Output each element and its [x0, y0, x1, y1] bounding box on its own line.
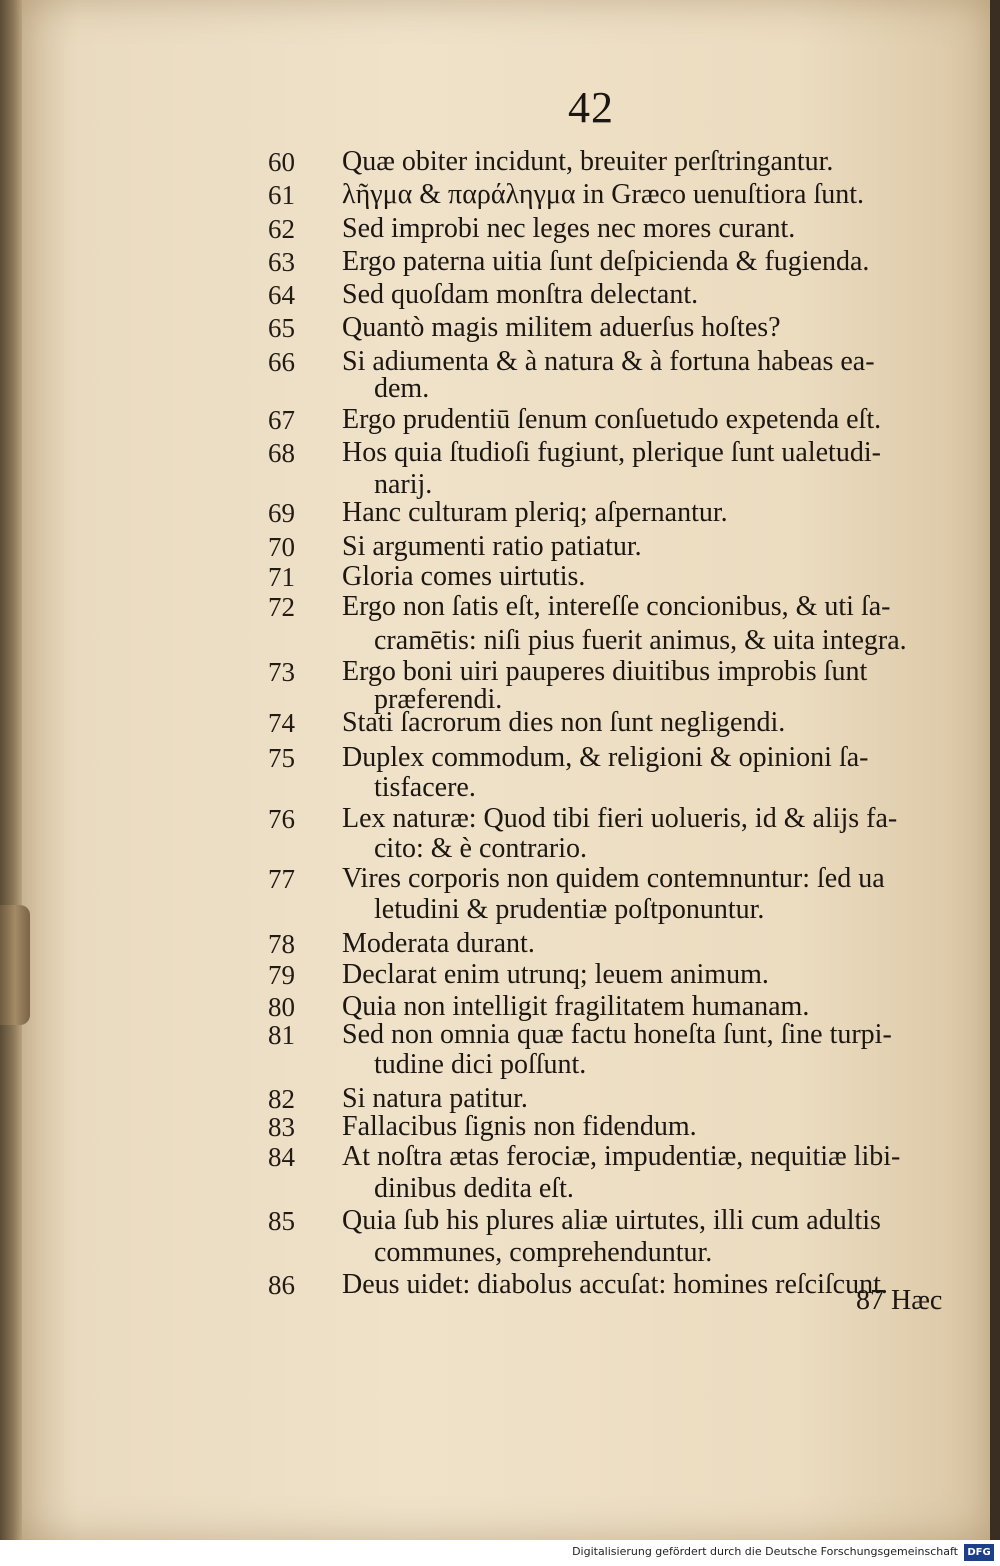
entry-continuation-line	[0, 893, 1000, 927]
entry-text: Quantò magis militem aduerſus hoſtes?	[342, 312, 781, 343]
entry-number: 81	[268, 1020, 295, 1050]
entry-text: Hanc culturam pleriq; aſpernantur.	[342, 497, 728, 528]
entry-text: Fallacibus ſignis non fidendum.	[342, 1111, 697, 1142]
entry-line	[0, 311, 1000, 345]
entry-text: λῆγμα & παράληγμα in Græco uenuſtiora ſunt.	[342, 179, 865, 210]
page-number: 42	[568, 83, 614, 132]
entry-number: 79	[268, 960, 295, 990]
entry-text: narij.	[374, 469, 433, 500]
entry-text: Deus uidet: diabolus accuſat: homines reſciſcunt.	[342, 1269, 888, 1300]
entry-text: Si adiumenta & à natura & à fortuna habeas ea-	[342, 346, 875, 377]
entry-text: Moderata durant.	[342, 928, 535, 959]
entry-number: 83	[268, 1112, 295, 1142]
entry-text: Vires corporis non quidem contemnuntur: ſed ua	[342, 863, 885, 894]
entry-line	[0, 436, 1000, 470]
entry-text: letudini & prudentiæ poſtponuntur.	[374, 894, 765, 925]
entry-number: 76	[268, 804, 295, 834]
entry-line	[0, 927, 1000, 961]
entry-line	[0, 178, 1000, 212]
entry-text: Sed quoſdam monſtra delectant.	[342, 279, 699, 310]
entry-continuation-line	[0, 1236, 1000, 1270]
entry-number: 84	[268, 1142, 295, 1172]
entry-continuation-line	[0, 832, 1000, 866]
entry-number: 63	[268, 247, 295, 277]
entry-text: dinibus dedita eſt.	[374, 1173, 574, 1204]
entry-text: Ergo paterna uitia ſunt deſpicienda & fugienda.	[342, 246, 870, 277]
entry-number: 60	[268, 147, 295, 177]
entry-text: Si argumenti ratio patiatur.	[342, 531, 642, 562]
entry-line	[0, 245, 1000, 279]
entry-line	[0, 560, 1000, 594]
entry-line	[0, 706, 1000, 740]
entry-line	[0, 403, 1000, 437]
entry-number: 73	[268, 657, 295, 687]
entry-number: 65	[268, 313, 295, 343]
entry-text: Quia non intelligit fragilitatem humanam.	[342, 991, 810, 1022]
entry-line	[0, 496, 1000, 530]
entry-number: 82	[268, 1084, 295, 1114]
entry-text: Stati ſacrorum dies non ſunt negligendi.	[342, 707, 786, 738]
dfg-logo-icon: DFG	[964, 1544, 994, 1561]
entry-number: 86	[268, 1270, 295, 1300]
entry-text: Ergo boni uiri pauperes diuitibus improbis ſunt	[342, 656, 868, 687]
entry-number: 78	[268, 929, 295, 959]
entry-number: 67	[268, 405, 295, 435]
entry-continuation-line	[0, 372, 1000, 406]
entry-number: 66	[268, 347, 295, 377]
entry-text: Quia ſub his plures aliæ uirtutes, illi cum adultis	[342, 1205, 881, 1236]
entry-text: tisfacere.	[374, 772, 476, 803]
entry-text: cramētis: niſi pius fuerit animus, & uita integra.	[374, 625, 907, 656]
entry-line	[0, 1110, 1000, 1144]
entry-number: 75	[268, 743, 295, 773]
entry-number: 80	[268, 992, 295, 1022]
entry-number: 74	[268, 708, 295, 738]
entry-text: Hos quia ſtudioſi fugiunt, plerique ſunt ualetudi-	[342, 437, 881, 468]
entry-continuation-line	[0, 624, 1000, 658]
entry-text: Lex naturæ: Quod tibi fieri uolueris, id & alijs fa-	[342, 803, 898, 834]
footer-bar	[0, 1540, 1000, 1566]
entry-number: 71	[268, 562, 295, 592]
entry-line	[0, 212, 1000, 246]
entry-text: dem.	[374, 373, 430, 404]
entry-text: Declarat enim utrunq; leuem animum.	[342, 959, 769, 990]
entry-line	[0, 530, 1000, 564]
entry-text: Ergo prudentiū ſenum conſuetudo expetenda eſt.	[342, 404, 882, 435]
funding-credit: Digitalisierung gefördert durch die Deutsche Forschungsgemeinschaft	[572, 1545, 958, 1558]
entry-continuation-line	[0, 1172, 1000, 1206]
entry-line	[0, 958, 1000, 992]
entry-text: Quæ obiter incidunt, breuiter perſtringantur.	[342, 146, 834, 177]
entry-number: 72	[268, 592, 295, 622]
catchword: 87 Hæc	[856, 1285, 943, 1316]
entry-text: tudine dici poſſunt.	[374, 1049, 587, 1080]
entry-number: 77	[268, 864, 295, 894]
entry-text: Gloria comes uirtutis.	[342, 561, 586, 592]
entry-line	[0, 1204, 1000, 1238]
entry-line	[0, 278, 1000, 312]
entry-line	[0, 1268, 1000, 1302]
entry-text: Sed non omnia quæ factu honeſta ſunt, ſine turpi-	[342, 1019, 892, 1050]
entry-line	[0, 1140, 1000, 1174]
entry-text: Sed improbi nec leges nec mores curant.	[342, 213, 796, 244]
entry-line	[0, 590, 1000, 624]
entry-line	[0, 802, 1000, 836]
entry-continuation-line	[0, 771, 1000, 805]
entry-number: 70	[268, 532, 295, 562]
entry-text: Duplex commodum, & religioni & opinioni ſa-	[342, 742, 869, 773]
entry-number: 62	[268, 214, 295, 244]
entry-text: At noſtra ætas ferociæ, impudentiæ, nequitiæ libi-	[342, 1141, 901, 1172]
entry-number: 85	[268, 1206, 295, 1236]
entry-text: Si natura patitur.	[342, 1083, 528, 1114]
entry-line	[0, 145, 1000, 179]
entry-number: 69	[268, 498, 295, 528]
entry-line	[0, 741, 1000, 775]
entry-number: 68	[268, 438, 295, 468]
entry-number: 64	[268, 280, 295, 310]
entry-text: præferendi.	[374, 684, 503, 715]
entry-number: 61	[268, 180, 295, 210]
entry-line	[0, 1018, 1000, 1052]
entry-line	[0, 862, 1000, 896]
entry-text: cito: & è contrario.	[374, 833, 588, 864]
entry-text: communes, comprehenduntur.	[374, 1237, 713, 1268]
entry-text: Ergo non ſatis eſt, intereſſe concionibus, & uti ſa-	[342, 591, 891, 622]
entry-continuation-line	[0, 1048, 1000, 1082]
